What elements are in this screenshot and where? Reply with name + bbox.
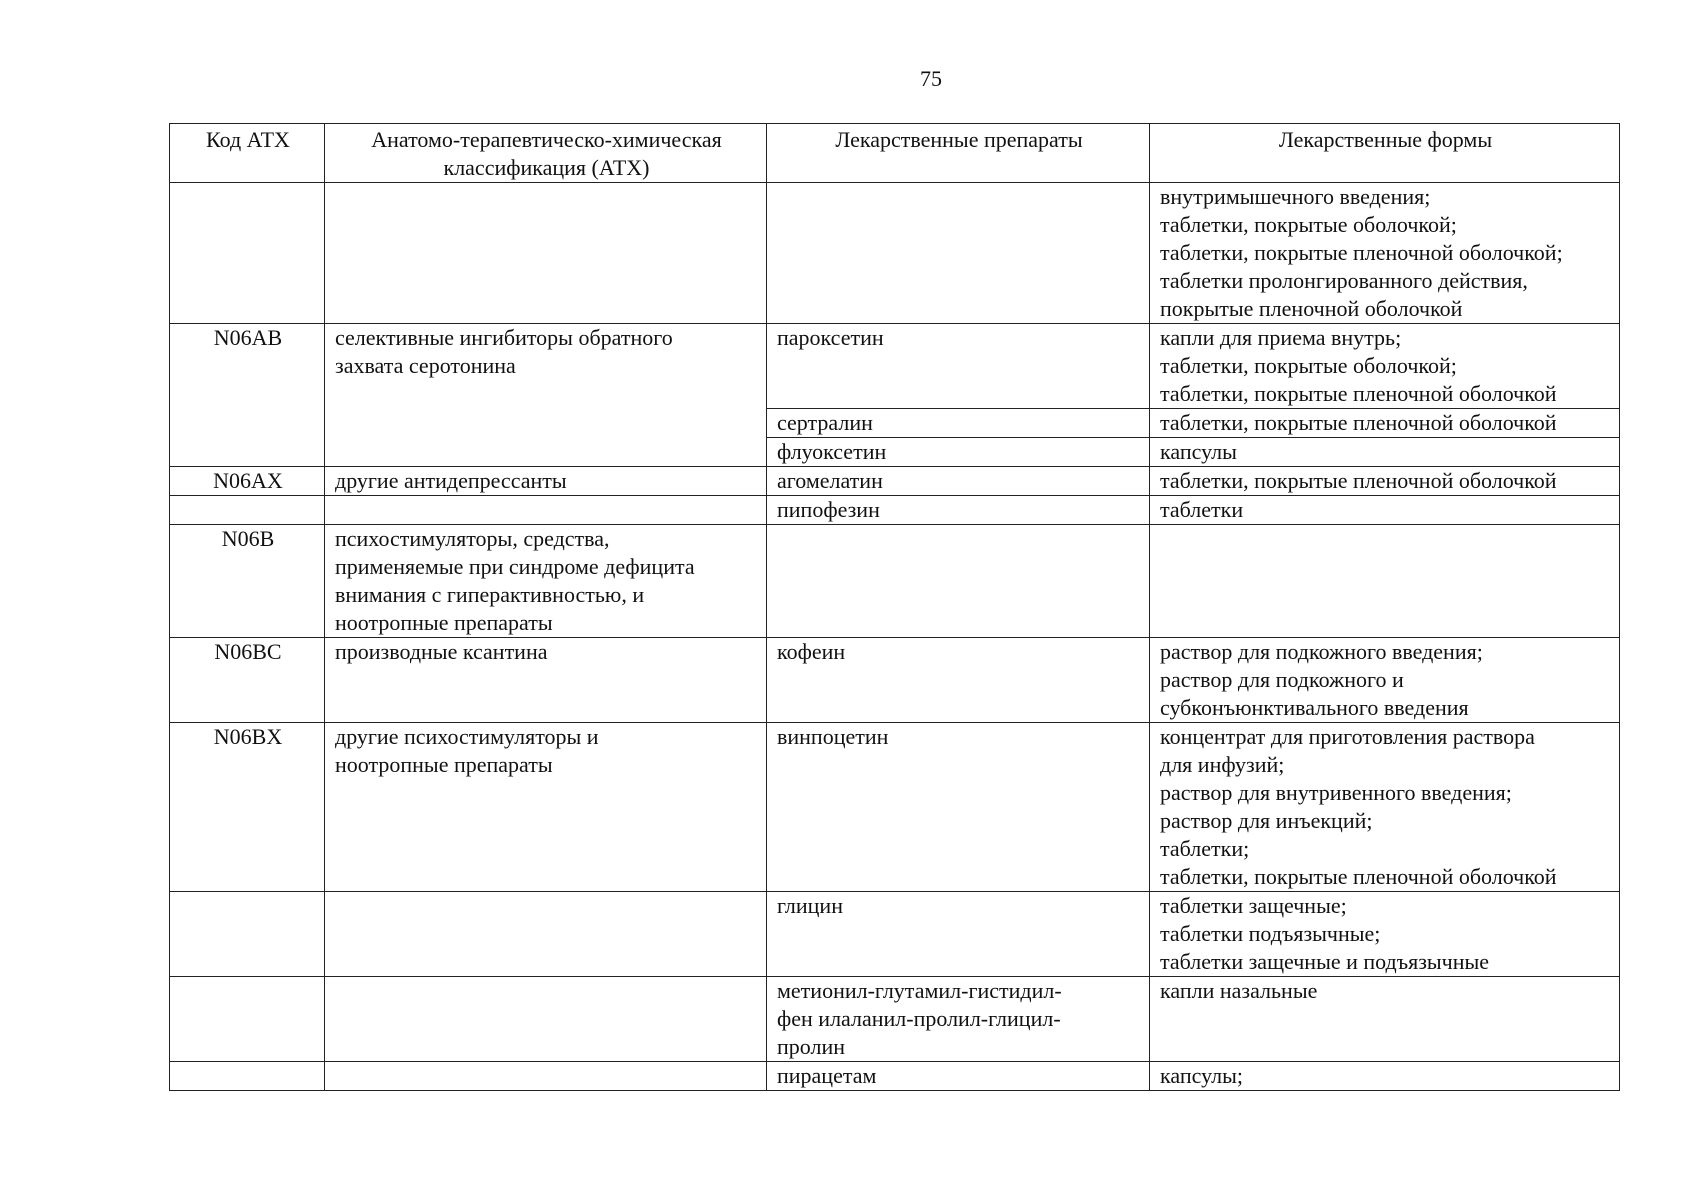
header-forms: Лекарственные формы: [1150, 124, 1620, 183]
drug-cell: пирацетам: [767, 1062, 1150, 1091]
classification-line: ноотропные препараты: [335, 752, 553, 777]
drug-cell: сертралин: [767, 409, 1150, 438]
drug-cell: [767, 977, 1150, 1062]
form-line: таблетки, покрытые пленочной оболочкой: [1160, 410, 1557, 435]
page-number: 75: [920, 66, 942, 91]
code-cell: [170, 977, 325, 1062]
classification-cell: [325, 324, 767, 467]
classification-cell: [325, 496, 767, 525]
table-row: [170, 892, 1620, 977]
code-cell: [170, 892, 325, 977]
table-row: [170, 467, 1620, 496]
form-line: капсулы;: [1160, 1063, 1243, 1088]
drug-cell: глицин: [767, 892, 1150, 977]
form-line: таблетки;: [1160, 836, 1250, 861]
classification-line: производные ксантина: [335, 639, 548, 664]
classification-line: селективные ингибиторы обратного: [335, 325, 673, 350]
header-classification: Анатомо-терапевтическо-химическая классификация (АТХ): [325, 124, 767, 183]
drug-cell: винпоцетин: [767, 723, 1150, 892]
forms-cell: [1150, 892, 1620, 977]
form-line: таблетки пролонгированного действия,: [1160, 268, 1528, 293]
code-cell: N06BC: [170, 638, 325, 723]
form-line: таблетки, покрытые пленочной оболочкой: [1160, 468, 1557, 493]
form-line: капли назальные: [1160, 978, 1318, 1003]
form-line: таблетки защечные и подъязычные: [1160, 949, 1490, 974]
classification-line: захвата серотонина: [335, 353, 516, 378]
classification-cell: [325, 638, 767, 723]
form-line: концентрат для приготовления раствора: [1160, 724, 1535, 749]
table-row: [170, 496, 1620, 525]
code-cell: [170, 1062, 325, 1091]
forms-cell: [1150, 723, 1620, 892]
forms-cell: [1150, 409, 1620, 438]
form-line: таблетки, покрытые пленочной оболочкой;: [1160, 240, 1563, 265]
drug-cell: пипофезин: [767, 496, 1150, 525]
forms-cell: [1150, 324, 1620, 409]
form-line: таблетки, покрытые оболочкой;: [1160, 212, 1457, 237]
classification-line: другие антидепрессанты: [335, 468, 567, 493]
code-cell: N06AX: [170, 467, 325, 496]
form-line: покрытые пленочной оболочкой: [1160, 296, 1463, 321]
table-row: [170, 977, 1620, 1062]
table-row: [170, 183, 1620, 324]
classification-line: психостимуляторы, средства,: [335, 526, 610, 551]
forms-cell: [1150, 1062, 1620, 1091]
forms-cell: [1150, 638, 1620, 723]
drug-cell: кофеин: [767, 638, 1150, 723]
classification-cell: [325, 892, 767, 977]
drug-cell: [767, 183, 1150, 324]
table-header-row: [170, 124, 1620, 183]
form-line: капсулы: [1160, 439, 1237, 464]
classification-cell: [325, 1062, 767, 1091]
table-row: [170, 723, 1620, 892]
classification-line: другие психостимуляторы и: [335, 724, 599, 749]
drug-cell: пароксетин: [767, 324, 1150, 409]
form-line: раствор для внутривенного введения;: [1160, 780, 1512, 805]
forms-cell: [1150, 183, 1620, 324]
form-line: таблетки, покрытые пленочной оболочкой: [1160, 381, 1557, 406]
form-line: раствор для инъекций;: [1160, 808, 1373, 833]
form-line: таблетки, покрытые пленочной оболочкой: [1160, 864, 1557, 889]
forms-cell: [1150, 525, 1620, 638]
forms-cell: [1150, 496, 1620, 525]
table-row: [170, 1062, 1620, 1091]
header-code: Код АТХ: [170, 124, 325, 183]
forms-cell: [1150, 977, 1620, 1062]
classification-cell: [325, 723, 767, 892]
header-drugs: Лекарственные препараты: [767, 124, 1150, 183]
classification-cell: [325, 525, 767, 638]
form-line: раствор для подкожного и: [1160, 667, 1404, 692]
classification-line: ноотропные препараты: [335, 610, 553, 635]
code-cell: N06AB: [170, 324, 325, 467]
form-line: для инфузий;: [1160, 752, 1285, 777]
classification-cell: [325, 977, 767, 1062]
code-cell: [170, 496, 325, 525]
form-line: таблетки: [1160, 497, 1244, 522]
form-line: таблетки подъязычные;: [1160, 921, 1381, 946]
form-line: капли для приема внутрь;: [1160, 325, 1402, 350]
drug-cell: [767, 525, 1150, 638]
form-line: таблетки защечные;: [1160, 893, 1347, 918]
atc-drug-table: [169, 123, 1620, 1091]
classification-line: применяемые при синдроме дефицита: [335, 554, 695, 579]
drug-name: метионил-глутамил-гистидил-фен илаланил-пролил-глицил-пролин: [777, 978, 1062, 1059]
forms-cell: [1150, 438, 1620, 467]
form-line: субконъюнктивального введения: [1160, 695, 1469, 720]
code-cell: N06BX: [170, 723, 325, 892]
table-row: [170, 525, 1620, 638]
drug-cell: флуоксетин: [767, 438, 1150, 467]
classification-cell: [325, 467, 767, 496]
classification-cell: [325, 183, 767, 324]
code-cell: N06B: [170, 525, 325, 638]
classification-line: внимания с гиперактивностью, и: [335, 582, 645, 607]
form-line: таблетки, покрытые оболочкой;: [1160, 353, 1457, 378]
form-line: внутримышечного введения;: [1160, 184, 1431, 209]
code-cell: [170, 183, 325, 324]
drug-cell: агомелатин: [767, 467, 1150, 496]
forms-cell: [1150, 467, 1620, 496]
table-row: [170, 638, 1620, 723]
table-row: [170, 324, 1620, 409]
form-line: раствор для подкожного введения;: [1160, 639, 1483, 664]
